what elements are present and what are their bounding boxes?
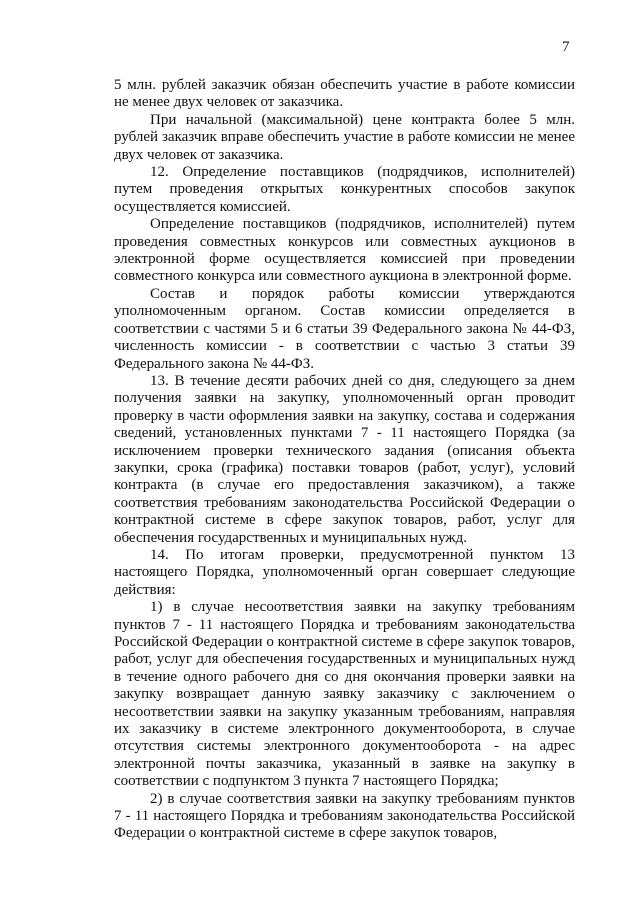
paragraph-item-14-1: 1) в случае несоответствия заявки на закупку требованиям пунктов 7 - 11 настоящего Порядка и требованиям законодательства Российской Федерации о контрактной системе в сфере закупок товаров, работ, услуг для обеспечения государственных и муниципальных нужд в течение одного рабочего дня со дня окончания проверки заявки на закупку возвращает данную заявку заказчику с заключением о несоответствии заявки на закупку указанным требованиям, направляя их заказчику в системе электронного документооборота, в случае отсутствия системы электронного документооборота - на адрес электронной почты заказчика, указанный в заявке на закупку в соответствии с подпунктом 3 пункта 7 настоящего Порядка; [114, 599, 575, 790]
document-body [114, 77, 575, 843]
page-number: 7 [562, 39, 570, 55]
paragraph-item-14: 14. По итогам проверки, предусмотренной пунктом 13 настоящего Порядка, уполномоченный орган совершает следующие действия: [114, 546, 575, 598]
paragraph-item-12: 12. Определение поставщиков (подрядчиков, исполнителей) путем проведения открытых конкурентных способов закупок осуществляется комиссией. [114, 164, 575, 215]
paragraph-commission-composition: Состав и порядок работы комиссии утверждаются уполномоченным органом. Состав комиссии определяется в соответствии с частями 5 и 6 статьи 39 Федерального закона № 44-ФЗ, численность комиссии - в соответствии с частью 3 статьи 39 Федерального закона № 44-ФЗ. [114, 285, 575, 372]
paragraph-item-13: 13. В течение десяти рабочих дней со дня, следующего за днем получения заявки на закупку, уполномоченный орган проводит проверку в части оформления заявки на закупку, состава и содержания сведений, установленных пунктами 7 - 11 настоящего Порядка (за исключением проверки технического задания (описания объекта закупки, срока (графика) поставки товаров (работ, услуг), условий контракта (в случае его предоставления заказчиком), а также соответствия требованиям законодательства Российской Федерации о контрактной системе в сфере закупок товаров, работ, услуг для обеспечения государственных и муниципальных нужд. [114, 372, 575, 546]
paragraph-continuation: 5 млн. рублей заказчик обязан обеспечить участие в работе комиссии не менее двух человек от заказчика. [114, 77, 575, 111]
paragraph-item-14-2: 2) в случае соответствия заявки на закупку требованиям пунктов 7 - 11 настоящего Порядка и требованиям законодательства Российской Федерации о контрактной системе в сфере закупок товаров, [114, 790, 575, 842]
paragraph-joint-procurement: Определение поставщиков (подрядчиков, исполнителей) путем проведения совместных конкурсов или совместных аукционов в электронной форме осуществляется комиссией при проведении совместного конкурса или совместного аукциона в электронной форме. [114, 216, 575, 285]
paragraph-max-price: При начальной (максимальной) цене контракта более 5 млн. рублей заказчик вправе обеспечить участие в работе комиссии не менее двух человек от заказчика. [114, 111, 575, 163]
